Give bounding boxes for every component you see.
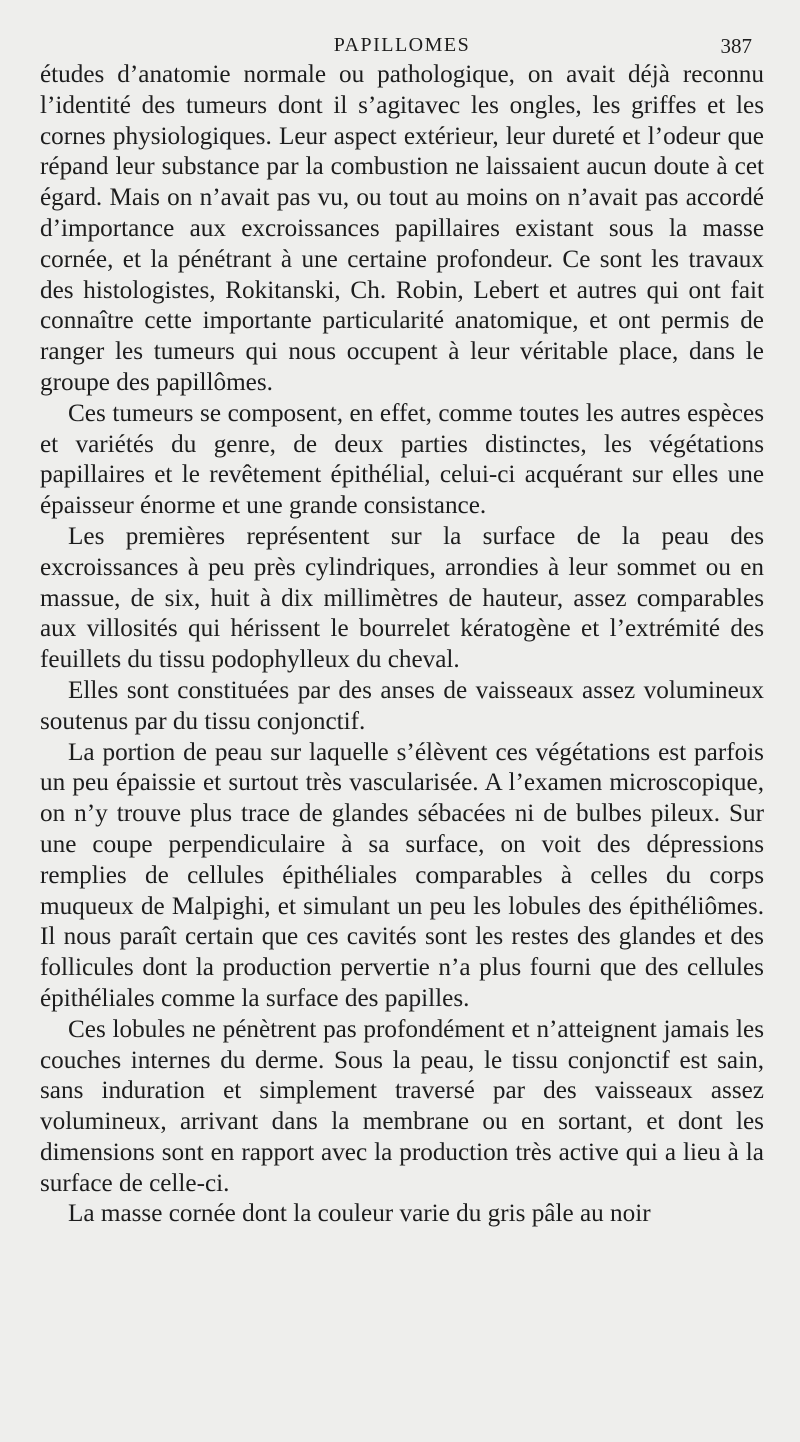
running-title: PAPILLOMES [333, 34, 471, 56]
paragraph: La masse cornée dont la couleur varie du gris pâle au noir [68, 1200, 651, 1228]
paragraph: Elles sont constituées par des anses de vaisseaux assez volumineux soutenus par du tissu conjonctif. [40, 676, 764, 735]
body-text [40, 60, 764, 1230]
paragraph: Ces lobules ne pénètrent pas profondément et n’atteignent jamais les couches internes du derme. Sous la peau, le tissu conjonctif est sain, sans induration et simplement traversé par des vaisseaux assez volumineux, arrivant dans la membrane ou en sortant, et dont les dimensions sont en rapport avec la production très active qui a lieu à la surface de celle-ci. [40, 1015, 764, 1197]
paragraph-continuation: études d’anatomie normale ou pathologique, on avait déjà reconnu l’identité des tumeurs dont il s’agitavec les ongles, les griffes et les cornes physiologiques. Leur aspect extérieur, leur dureté et l’odeur que répand leur substance par la combustion ne laissaient aucun doute à cet égard. Mais on n’avait pas vu, ou tout au moins on n’avait pas accordé d’importance aux excroissances papillaires existant sous la masse cornée, et la pénétrant à une certaine profondeur. Ce sont les travaux des histologistes, Rokitanski, Ch. Robin, Lebert et autres qui ont fait connaître cette importante particularité anatomique, et ont permis de ranger les tumeurs qui nous occupent à leur véritable place, dans le groupe des papillômes. [40, 61, 764, 396]
running-head [40, 30, 764, 60]
paragraph: La portion de peau sur laquelle s’élèvent ces végétations est parfois un peu épaissie et surtout très vascularisée. A l’examen microscopique, on n’y trouve plus trace de glandes sébacées ni de bulbes pileux. Sur une coupe perpendiculaire à sa surface, on voit des dépressions remplies de cellules épithéliales comparables à celles du corps muqueux de Malpighi, et simulant un peu les lobules des épithéliômes. Il nous paraît certain que ces cavités sont les restes des glandes et des follicules dont la production pervertie n’a plus fourni que des cellules épithéliales comme la surface des papilles. [40, 738, 764, 1012]
paragraph: Ces tumeurs se composent, en effet, comme toutes les autres espèces et variétés du genre, de deux parties distinctes, les végétations papillaires et le revêtement épithélial, celui-ci acquérant sur elles une épaisseur énorme et une grande consistance. [40, 399, 764, 520]
paragraph: Les premières représentent sur la surface de la peau des excroissances à peu près cylindriques, arrondies à leur sommet ou en massue, de six, huit à dix millimètres de hauteur, assez comparables aux villosités qui hérissent le bourrelet kératogène et l’extrémité des feuillets du tissu podophylleux du cheval. [40, 522, 764, 674]
page-number: 387 [720, 34, 752, 58]
